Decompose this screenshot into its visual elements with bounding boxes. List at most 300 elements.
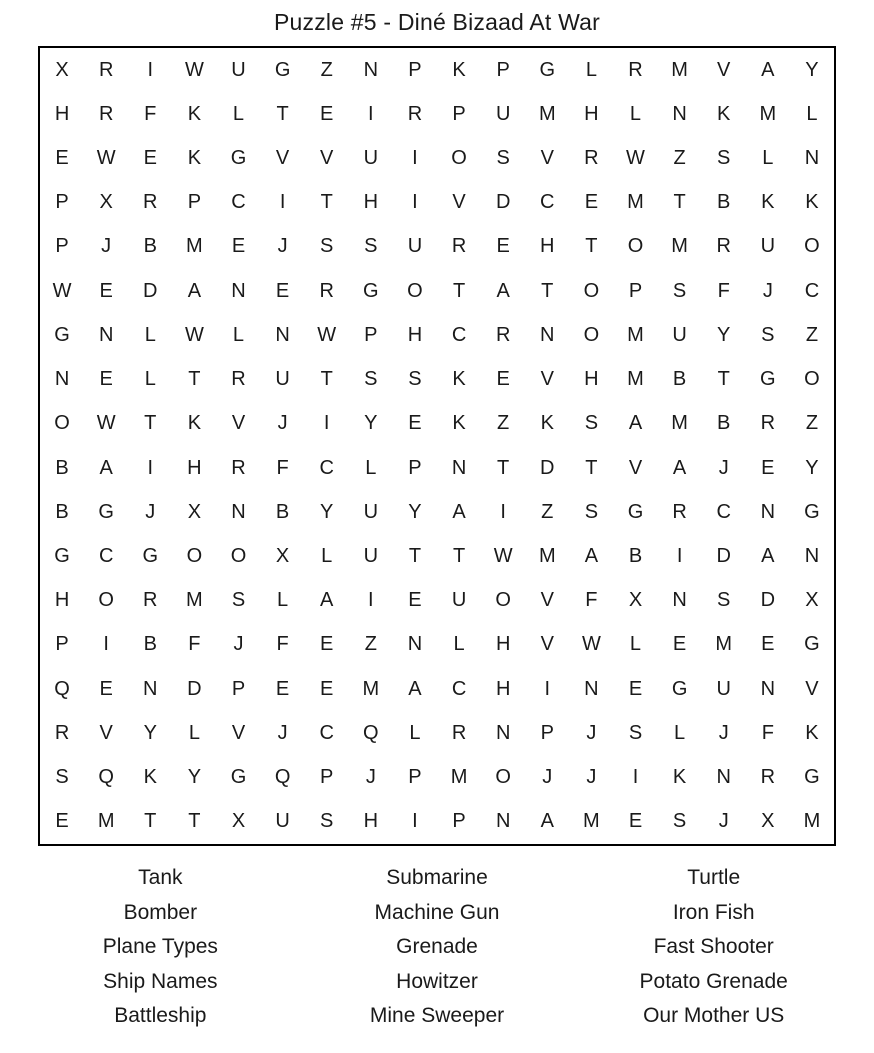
grid-cell-letter: L [674, 721, 686, 744]
grid-cell-letter: A [628, 412, 643, 435]
grid-cell-letter: H [363, 810, 379, 833]
grid-cell-letter: A [452, 500, 466, 523]
grid-cell-letter: M [450, 766, 468, 789]
grid-cell-letter: B [628, 545, 643, 568]
grid-cell-letter: D [495, 191, 511, 214]
grid-cell-letter: N [143, 677, 158, 700]
grid-cell-letter: M [671, 412, 688, 435]
grid-cell-letter: R [495, 323, 511, 346]
grid-cell-letter: A [761, 545, 775, 568]
grid-cell-letter: B [55, 456, 69, 479]
grid-cell-letter: A [584, 545, 599, 568]
grid-cell-letter: T [585, 235, 598, 258]
grid-cell-letter: J [101, 235, 112, 258]
grid-cell-letter: O [451, 147, 467, 170]
word-list-item: Ship Names [103, 969, 218, 993]
grid-cell-letter: U [495, 102, 511, 125]
grid-cell-letter: B [143, 633, 157, 656]
grid-cell-letter: W [581, 633, 601, 656]
grid-cell-letter: E [231, 235, 246, 258]
grid-cell-letter: J [586, 766, 597, 789]
grid-cell-letter: T [717, 368, 730, 391]
grid-cell-letter: F [585, 589, 598, 612]
grid-cell-letter: E [761, 456, 775, 479]
grid-cell-letter: W [626, 147, 645, 170]
grid-cell-letter: T [188, 368, 201, 391]
grid-cell-letter: S [408, 368, 422, 391]
grid-cell-letter: L [365, 456, 377, 479]
grid-cell-letter: V [628, 456, 643, 479]
grid-cell-letter: E [628, 810, 643, 833]
grid-cell-letter: N [98, 323, 114, 346]
grid-cell-letter: M [759, 102, 777, 125]
grid-cell-letter: U [716, 677, 731, 700]
grid-cell-letter: N [54, 368, 70, 391]
grid-cell-letter: Q [363, 721, 379, 744]
grid-cell-letter: B [672, 368, 687, 391]
grid-cell-letter: A [408, 677, 422, 700]
grid-cell-letter: R [716, 235, 731, 258]
grid-cell-letter: M [715, 633, 733, 656]
grid-cell-letter: G [363, 279, 379, 302]
puzzle-title: Puzzle #5 - Diné Bizaad At War [273, 9, 600, 35]
word-list-item: Potato Grenade [639, 969, 788, 993]
grid-cell-letter: I [368, 589, 374, 612]
grid-cell-letter: K [452, 412, 466, 435]
grid-cell-letter: S [628, 721, 643, 744]
grid-cell-letter: R [98, 102, 114, 125]
grid-cell-letter: S [584, 500, 599, 523]
word-list-item: Submarine [386, 866, 488, 889]
grid-cell-letter: T [452, 279, 466, 302]
grid-cell-letter: S [55, 766, 69, 789]
grid-cell-letter: E [99, 279, 113, 302]
grid-cell-letter: C [716, 500, 731, 523]
grid-cell-letter: E [496, 235, 510, 258]
grid-cell-letter: E [55, 147, 69, 170]
grid-cell-letter: R [628, 58, 643, 81]
grid-cell-letter: L [629, 633, 642, 656]
grid-cell-letter: U [363, 545, 379, 568]
grid-cell-letter: N [760, 500, 776, 523]
grid-cell-letter: E [320, 633, 334, 656]
grid-cell-letter: Y [805, 58, 819, 81]
grid-cell-letter: H [495, 633, 511, 656]
grid-cell-letter: H [495, 677, 511, 700]
grid-cell-letter: L [144, 368, 156, 391]
grid-cell-letter: N [231, 500, 246, 523]
grid-cell-letter: G [54, 545, 70, 568]
grid-cell-letter: H [584, 368, 599, 391]
grid-cell-letter: M [362, 677, 380, 700]
grid-cell-letter: P [55, 633, 69, 656]
grid-cell-letter: P [55, 191, 69, 214]
grid-cell-letter: R [760, 412, 776, 435]
grid-cell-letter: K [187, 102, 202, 125]
grid-cell-letter: T [452, 545, 466, 568]
grid-cell-letter: X [231, 810, 246, 833]
grid-cell-letter: F [276, 456, 289, 479]
grid-cell-letter: E [275, 279, 290, 302]
grid-cell-letter: B [55, 500, 69, 523]
word-list-item: Grenade [396, 935, 478, 958]
grid-cell-letter: Z [320, 58, 333, 81]
grid-cell-letter: J [145, 500, 156, 523]
grid-cell-letter: G [804, 766, 820, 789]
grid-cell-letter: M [186, 235, 203, 258]
grid-cell-letter: F [188, 633, 201, 656]
grid-cell-letter: C [540, 191, 555, 214]
grid-cell-letter: P [320, 766, 334, 789]
grid-cell-letter: E [275, 677, 290, 700]
grid-cell-letter: P [55, 235, 69, 258]
grid-cell-letter: S [496, 147, 510, 170]
grid-cell-letter: P [408, 58, 422, 81]
grid-cell-letter: K [540, 412, 554, 435]
grid-cell-letter: U [363, 500, 379, 523]
grid-cell-letter: S [717, 589, 731, 612]
grid-cell-letter: T [276, 102, 289, 125]
grid-cell-letter: J [233, 633, 244, 656]
grid-cell-letter: I [632, 766, 639, 789]
grid-cell-letter: H [187, 456, 202, 479]
grid-cell-letter: H [54, 589, 70, 612]
grid-cell-letter: Z [541, 500, 554, 523]
grid-cell-letter: K [805, 721, 819, 744]
grid-cell-letter: M [186, 589, 203, 612]
grid-cell-letter: L [277, 589, 289, 612]
grid-cell-letter: R [672, 500, 687, 523]
grid-cell-letter: V [540, 368, 554, 391]
grid-cell-letter: J [277, 721, 288, 744]
grid-cell-letter: X [761, 810, 775, 833]
grid-cell-letter: I [147, 456, 154, 479]
word-list-item: Bomber [123, 900, 198, 924]
grid-cell-letter: W [493, 545, 513, 568]
grid-cell-letter: U [451, 589, 467, 612]
grid-cell-letter: S [672, 810, 687, 833]
word-list-item: Our Mother US [643, 1004, 785, 1027]
grid-cell-letter: O [583, 279, 600, 302]
word-list [22, 861, 852, 1034]
grid-cell-letter: V [540, 589, 554, 612]
grid-cell-letter: K [143, 766, 157, 789]
grid-cell-letter: Z [364, 633, 377, 656]
grid-cell-letter: L [321, 545, 333, 568]
grid-cell-letter: M [803, 810, 821, 833]
grid-cell-letter: G [274, 58, 291, 81]
grid-cell-letter: O [54, 412, 70, 435]
grid-cell-letter: I [676, 545, 683, 568]
grid-cell-letter: V [540, 633, 554, 656]
grid-cell-letter: X [275, 545, 290, 568]
grid-cell-letter: X [55, 58, 69, 81]
grid-cell-letter: O [98, 589, 114, 612]
grid-cell-letter: T [144, 810, 157, 833]
grid-cell-letter: S [584, 412, 599, 435]
grid-cell-letter: O [495, 766, 511, 789]
grid-cell-letter: V [99, 721, 113, 744]
word-list-item: Iron Fish [672, 900, 755, 924]
grid-cell-letter: E [408, 412, 422, 435]
grid-cell-letter: J [277, 412, 288, 435]
grid-cell-letter: R [451, 721, 467, 744]
grid-cell-letter: P [496, 58, 510, 81]
word-list-item: Turtle [687, 866, 741, 889]
grid-cell-letter: R [143, 191, 158, 214]
grid-cell-letter: W [184, 323, 204, 346]
grid-cell-letter: I [147, 58, 154, 81]
grid-cell-letter: E [408, 589, 422, 612]
grid-cell-letter: N [584, 677, 599, 700]
grid-cell-letter: W [96, 147, 116, 170]
grid-cell-letter: V [231, 721, 246, 744]
grid-cell-letter: I [544, 677, 551, 700]
grid-cell-letter: Y [408, 500, 422, 523]
grid-cell-letter: A [761, 58, 775, 81]
word-list-column [22, 861, 299, 1034]
grid-cell-letter: P [452, 102, 466, 125]
grid-cell-letter: N [495, 721, 511, 744]
word-list-item: Howitzer [396, 969, 478, 993]
grid-cell-letter: N [716, 766, 731, 789]
grid-cell-letter: L [453, 633, 465, 656]
grid-cell-letter: L [629, 102, 642, 125]
grid-cell-letter: E [628, 677, 643, 700]
grid-cell-letter: T [188, 810, 201, 833]
grid-cell-letter: V [452, 191, 466, 214]
grid-cell-letter: O [186, 545, 203, 568]
grid-cell-letter: W [184, 58, 204, 81]
grid-cell-letter: C [804, 279, 820, 302]
grid-cell-letter: T [320, 368, 333, 391]
grid-cell-letter: O [583, 323, 600, 346]
word-list-column [575, 861, 852, 1034]
grid-cell-letter: L [232, 102, 245, 125]
grid-cell-letter: X [99, 191, 113, 214]
grid-cell-letter: E [496, 368, 510, 391]
grid-cell-letter: R [760, 766, 776, 789]
grid-cell-letter: U [231, 58, 246, 81]
grid-cell-letter: C [319, 456, 334, 479]
grid-cell-letter: R [451, 235, 467, 258]
grid-cell-letter: G [54, 323, 70, 346]
grid-cell-letter: Q [54, 677, 70, 700]
grid-cell-letter: F [144, 102, 157, 125]
grid-cell-letter: J [277, 235, 288, 258]
grid-cell-letter: S [320, 810, 334, 833]
grid-cell-letter: M [627, 323, 644, 346]
grid-cell-letter: J [762, 279, 773, 302]
grid-cell-letter: H [540, 235, 555, 258]
grid-cell-letter: P [408, 456, 422, 479]
grid-cell-letter: K [672, 766, 687, 789]
grid-cell-letter: F [276, 633, 289, 656]
grid-cell-letter: W [96, 412, 116, 435]
grid-cell-letter: N [407, 633, 423, 656]
grid-cell-letter: I [103, 633, 109, 656]
grid-cell-letter: V [231, 412, 246, 435]
grid-cell-letter: I [279, 191, 286, 214]
grid-cell-letter: G [142, 545, 159, 568]
grid-cell-letter: H [407, 323, 423, 346]
grid-cell-letter: O [495, 589, 511, 612]
grid-cell-letter: S [364, 368, 378, 391]
grid-cell-letter: N [760, 677, 776, 700]
grid-cell-letter: Y [364, 412, 378, 435]
grid-cell-letter: R [143, 589, 158, 612]
grid-cell-letter: J [542, 766, 553, 789]
grid-cell-letter: M [627, 191, 644, 214]
word-search-grid [38, 46, 836, 846]
grid-cell-letter: X [805, 589, 819, 612]
word-list-item: Machine Gun [374, 900, 500, 924]
grid-cell-letter: L [409, 721, 421, 744]
grid-cell-letter: A [320, 589, 334, 612]
grid-cell-letter: K [805, 191, 819, 214]
grid-cell-letter: D [187, 677, 202, 700]
grid-cell-letter: R [319, 279, 334, 302]
grid-cell-letter: P [628, 279, 643, 302]
grid-cell-letter: E [320, 677, 334, 700]
grid-cell-letter: E [99, 677, 113, 700]
grid-cell-letter: E [99, 368, 113, 391]
grid-cell-letter: K [761, 191, 775, 214]
grid-cell-letter: G [671, 677, 688, 700]
grid-cell-letter: Q [274, 766, 291, 789]
grid-cell-letter: M [538, 102, 556, 125]
grid-cell-letter: Q [98, 766, 114, 789]
grid-cell-letter: L [585, 58, 597, 81]
grid-cell-letter: M [583, 810, 600, 833]
grid-cell-letter: M [627, 368, 644, 391]
grid-cell-letter: V [805, 677, 819, 700]
grid-cell-letter: T [497, 456, 510, 479]
grid-cell-letter: P [364, 323, 378, 346]
grid-cell-letter: G [804, 633, 820, 656]
grid-cell-letter: E [672, 633, 687, 656]
grid-cell-letter: X [187, 500, 202, 523]
grid-cell-letter: N [451, 456, 467, 479]
word-list-item: Tank [138, 866, 183, 889]
grid-cell-letter: M [671, 58, 688, 81]
grid-cell-letter: A [99, 456, 113, 479]
grid-cell-letter: R [54, 721, 70, 744]
grid-cell-letter: Z [805, 412, 819, 435]
grid-cell-letter: A [496, 279, 510, 302]
grid-cell-letter: R [231, 456, 246, 479]
grid-cell-letter: K [452, 58, 466, 81]
grid-cell-letter: G [230, 766, 247, 789]
grid-cell-letter: N [804, 147, 820, 170]
grid-cell-letter: Z [805, 323, 819, 346]
grid-cell-letter: O [407, 279, 423, 302]
word-list-item: Mine Sweeper [369, 1004, 505, 1027]
grid-cell-letter: B [717, 191, 731, 214]
grid-cell-letter: G [627, 500, 644, 523]
grid-cell-letter: V [540, 147, 554, 170]
grid-cell-letter: L [188, 721, 200, 744]
grid-cell-letter: T [144, 412, 157, 435]
grid-cell-letter: R [231, 368, 246, 391]
grid-cell-letter: I [323, 412, 330, 435]
grid-cell-letter: H [584, 102, 599, 125]
grid-cell-letter: B [275, 500, 290, 523]
grid-cell-letter: L [762, 147, 774, 170]
grid-cell-letter: D [716, 545, 731, 568]
grid-cell-letter: G [804, 500, 820, 523]
grid-cell-letter: N [231, 279, 246, 302]
grid-cell-letter: L [232, 323, 245, 346]
grid-cell-letter: S [320, 235, 334, 258]
grid-cell-letter: V [275, 147, 290, 170]
grid-cell-letter: N [540, 323, 555, 346]
grid-cell-letter: U [275, 368, 290, 391]
grid-cell-letter: I [412, 810, 418, 833]
grid-cell-letter: O [627, 235, 644, 258]
grid-cell-letter: Y [320, 500, 334, 523]
word-list-item: Battleship [114, 1004, 207, 1027]
grid-cell-letter: C [451, 677, 467, 700]
grid-cell-letter: J [586, 721, 597, 744]
grid-cell-letter: N [495, 810, 511, 833]
grid-cell-letter: J [718, 810, 729, 833]
grid-cell-letter: K [187, 147, 202, 170]
grid-cell-letter: N [363, 58, 379, 81]
grid-cell-letter: T [320, 191, 333, 214]
grid-cell-letter: B [143, 235, 157, 258]
grid-cell-letter: O [804, 235, 820, 258]
grid-cell-letter: R [407, 102, 423, 125]
grid-cell-letter: X [628, 589, 643, 612]
grid-cell-letter: T [673, 191, 686, 214]
grid-cell-letter: D [143, 279, 158, 302]
grid-cell-letter: K [452, 368, 466, 391]
grid-cell-letter: N [804, 545, 820, 568]
grid-cell-letter: V [717, 58, 731, 81]
grid-cell-letter: O [230, 545, 247, 568]
grid-cell-letter: D [540, 456, 555, 479]
grid-cell-letter: L [806, 102, 818, 125]
grid-cell-letter: E [584, 191, 599, 214]
grid-cell-letter: I [500, 500, 506, 523]
grid-cell-letter: I [368, 102, 374, 125]
grid-cell-letter: A [187, 279, 202, 302]
grid-cell-letter: S [231, 589, 246, 612]
grid-cell-letter: C [451, 323, 467, 346]
grid-cell-letter: J [718, 456, 729, 479]
grid-cell-letter: N [672, 102, 687, 125]
grid-cell-letter: U [407, 235, 423, 258]
grid-cell-letter: A [672, 456, 687, 479]
word-list-item: Plane Types [102, 935, 218, 958]
grid-cell-letter: E [761, 633, 775, 656]
grid-cell-letter: M [671, 235, 688, 258]
grid-cell-letter: Z [673, 147, 686, 170]
grid-cell-letter: Z [497, 412, 510, 435]
grid-cell-letter: P [187, 191, 202, 214]
grid-cell-letter: J [718, 721, 729, 744]
grid-cell-letter: T [585, 456, 598, 479]
grid-cell-letter: S [672, 279, 687, 302]
grid-cell-letter: C [98, 545, 114, 568]
grid-cell-letter: A [540, 810, 554, 833]
grid-cell-letter: H [363, 191, 379, 214]
grid-cell-letter: Y [717, 323, 731, 346]
grid-cell-letter: E [320, 102, 334, 125]
grid-cell-letter: S [761, 323, 775, 346]
grid-cell-letter: V [320, 147, 334, 170]
